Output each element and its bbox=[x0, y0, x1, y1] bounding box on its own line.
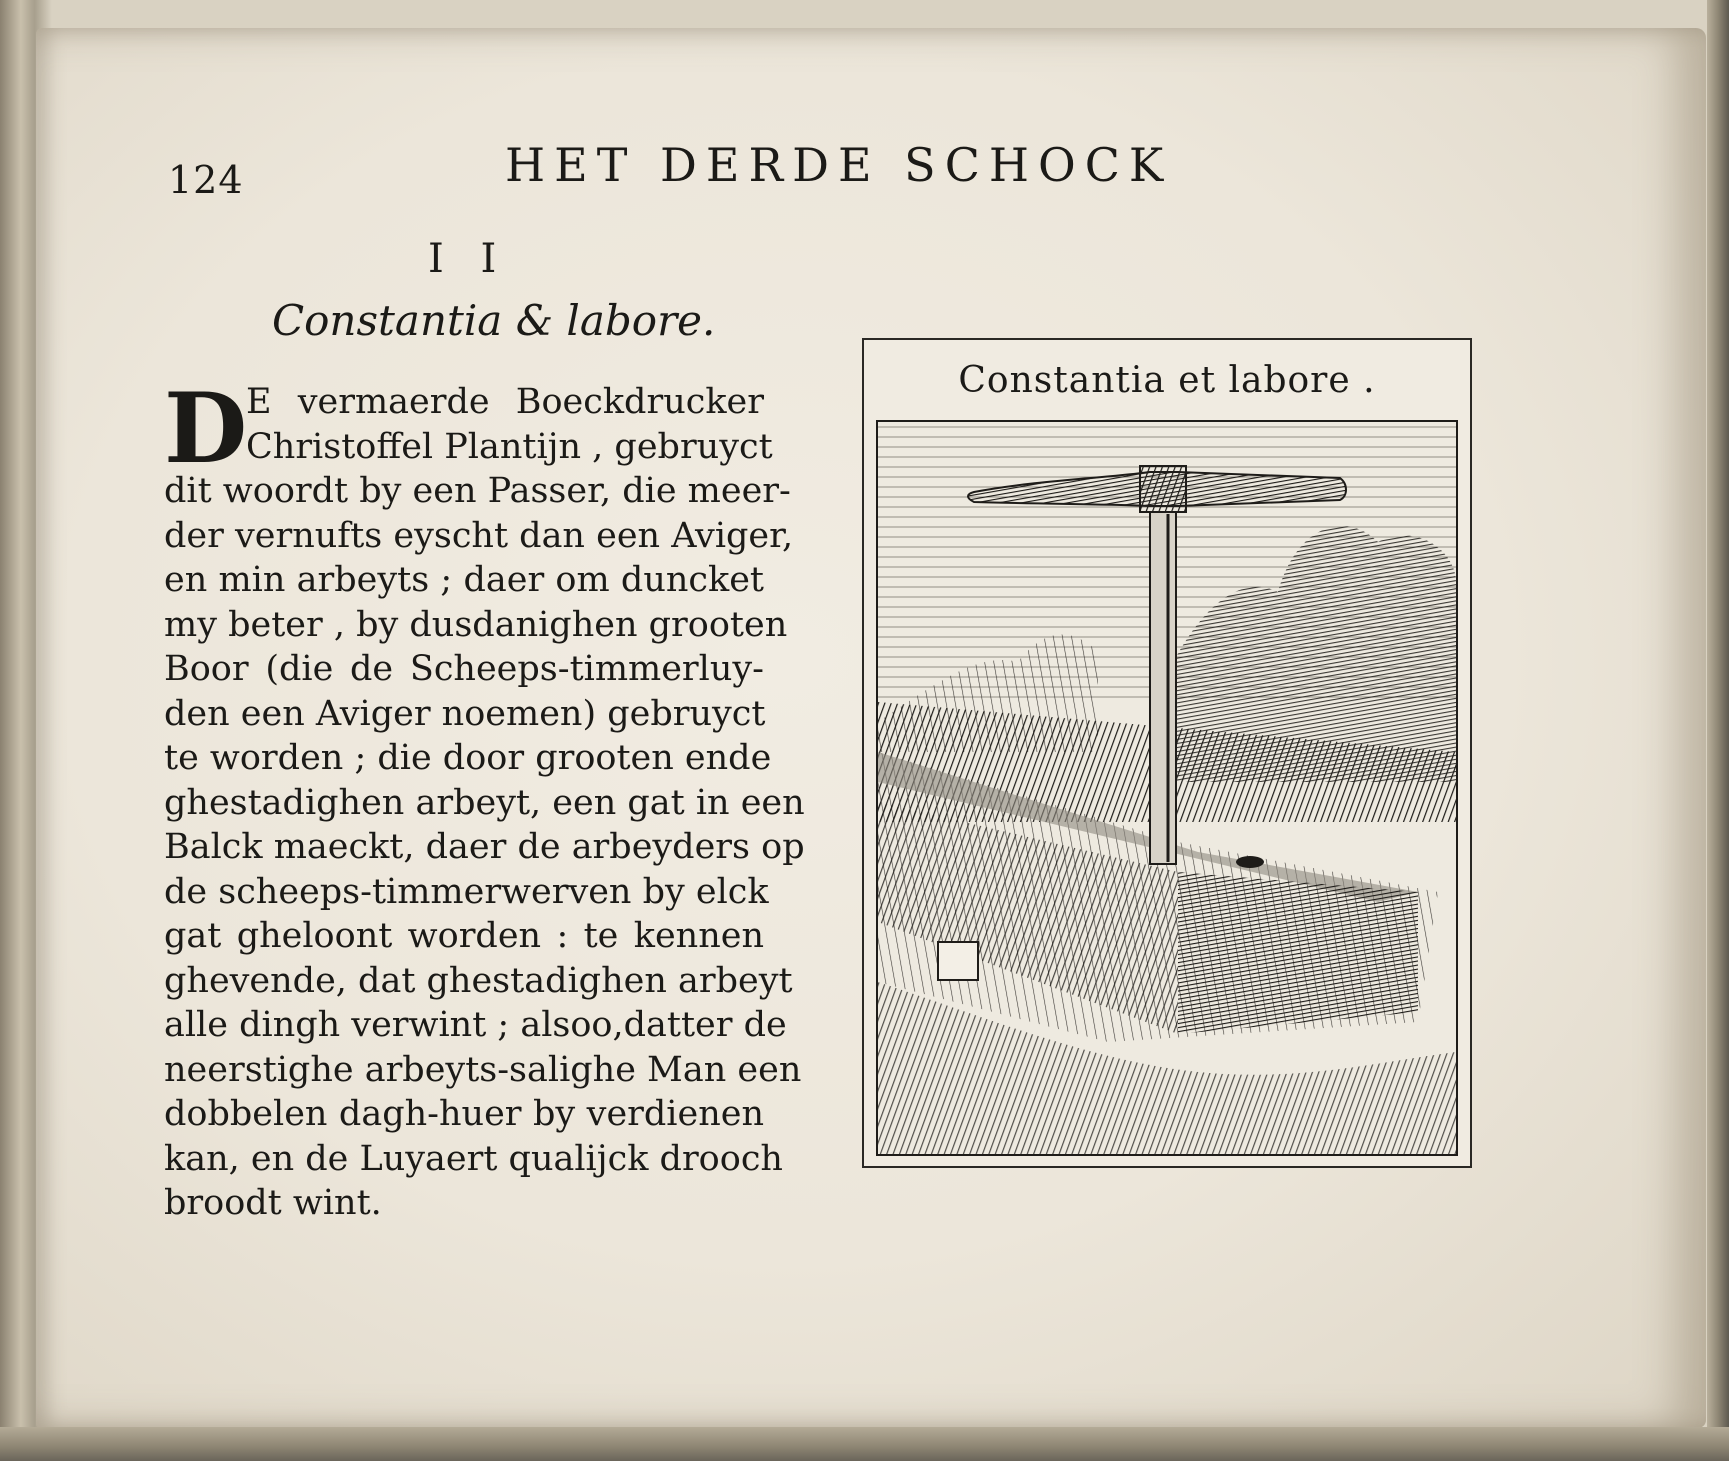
section-number: I I bbox=[428, 236, 509, 282]
drop-cap: D bbox=[164, 372, 248, 485]
running-head: HET DERDE SCHOCK bbox=[505, 138, 1173, 192]
text-line: de scheeps-timmerwerven by elck bbox=[164, 871, 769, 912]
text-line: kan, en de Luyaert qualijck drooch bbox=[164, 1138, 783, 1179]
text-line: dit woordt by een Passer, die meer- bbox=[164, 471, 791, 511]
page-edge-bottom bbox=[0, 1427, 1729, 1461]
engraving-illustration bbox=[876, 420, 1458, 1156]
emblem-plate bbox=[862, 338, 1472, 1168]
text-line: dobbelen dagh-huer by verdienen bbox=[164, 1094, 764, 1134]
text-line: my beter , by dusdanighen grooten bbox=[164, 604, 788, 645]
text-line: gat gheloont worden : te kennen bbox=[164, 916, 764, 956]
text-line: Boor (die de Scheeps-timmerluy- bbox=[164, 649, 764, 689]
text-line: te worden ; die door grooten ende bbox=[164, 738, 772, 778]
motto: Constantia & labore. bbox=[272, 296, 716, 345]
text-line: broodt wint. bbox=[164, 1183, 382, 1223]
auger-engraving bbox=[878, 422, 1456, 1154]
text-line: Christoffel Plantijn , gebruyct bbox=[246, 426, 773, 467]
text-line: der vernufts eyscht dan een Aviger, bbox=[164, 515, 794, 556]
page-edge-right bbox=[1707, 0, 1729, 1461]
text-line: en min arbeyts ; daer om duncket bbox=[164, 560, 764, 600]
text-line: ghestadighen arbeyt, een gat in een bbox=[164, 782, 805, 823]
text-line: Balck maeckt, daer de arbeyders op bbox=[164, 827, 805, 867]
body-text bbox=[164, 372, 805, 1226]
text-line: E vermaerde Boeckdrucker bbox=[246, 382, 764, 422]
text-line: ghevende, dat ghestadighen arbeyt bbox=[164, 960, 793, 1001]
page-number: 124 bbox=[168, 158, 244, 202]
plate-title: Constantia et labore . bbox=[958, 360, 1376, 401]
text-line: den een Aviger noemen) gebruyct bbox=[164, 693, 766, 734]
text-line: neerstighe arbeyts-salighe Man een bbox=[164, 1049, 802, 1090]
text-line: alle dingh verwint ; alsoo,datter de bbox=[164, 1005, 787, 1045]
